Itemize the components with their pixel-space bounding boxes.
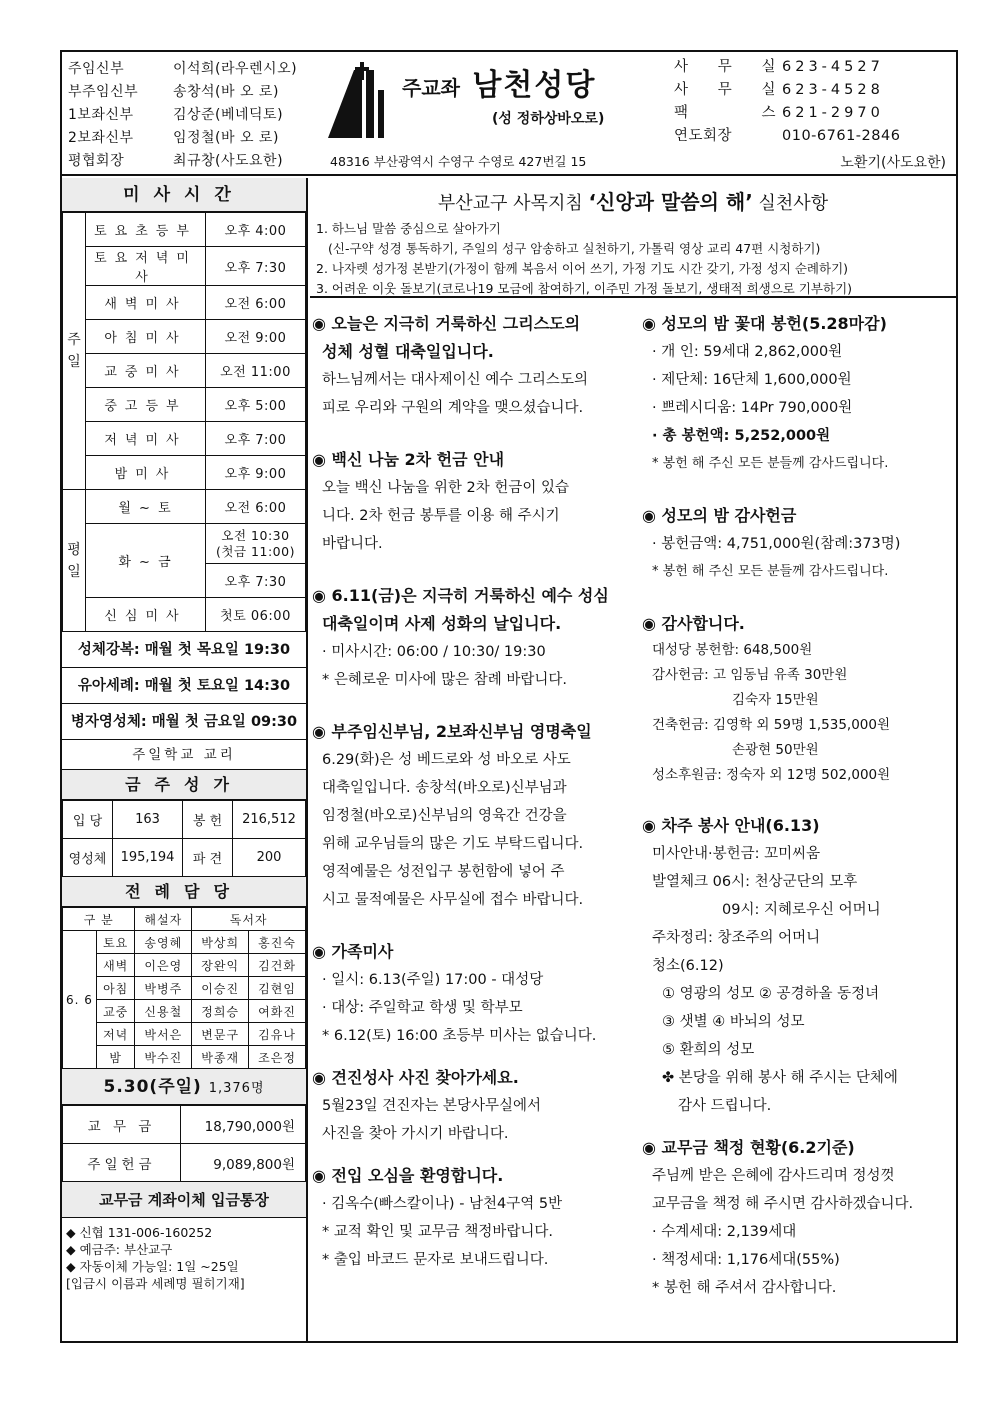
- contact-row: 팩 스 621-2970: [674, 105, 884, 121]
- contact-row: 사 무 실 623-4527: [674, 59, 884, 75]
- account-title: 교무금 계좌이체 입금통장: [62, 1182, 306, 1218]
- church-title: 주교좌 남천성당: [402, 68, 597, 103]
- clergy-row: 부주임신부 송창석(바 오 로): [68, 84, 279, 100]
- account-info: ◆ 신협 131-006-160252 ◆ 예금주: 부산교구 ◆ 자동이체 가능일: 1일 ~25일 [입금시 이름과 세례명 필히기재]: [66, 1225, 245, 1291]
- mass-times-table: [62, 212, 306, 632]
- announcement: ◉ 교무금 책정 현황(6.2기준) 주님께 받은 은혜에 감사드리며 정성껏 교무금을 책정 해 주시면 감사하겠습니다. · 수계세대: 2,139세대 · 책정세대: 1,176세대(55%) * 봉헌 해 주셔서 감사합니다.: [642, 1138, 914, 1296]
- mass-row: 신심미사 첫토 06:00: [63, 598, 306, 632]
- hymns-title: 금주성가: [62, 770, 306, 800]
- sunday-school: 주일학교 교리: [62, 740, 306, 770]
- announcement: ◉ 차주 봉사 안내(6.13) 미사안내·봉헌금: 꼬미씨움 발열체크 06시: 천상군단의 모후 09시: 지혜로우신 어머니 주차정리: 창조주의 어머니 청소(6.12) ① 영광의 성모 ② 공경하올 동정녀 ③ 샛별 ④ 바뇌의 성모 ⑤ 환희의 성모 ✤ 본당을 위해 봉사 해 주시는 단체에 감사 드립니다.: [642, 816, 898, 1114]
- liturgy-row: 저녁 박서은 변문구 김유나: [63, 1023, 306, 1046]
- announcement: ◉ 가족미사 · 일시: 6.13(주일) 17:00 - 대성당 · 대상: 주일학교 학생 및 학부모 * 6.12(토) 16:00 초등부 미사는 없습니다.: [312, 942, 597, 1044]
- mass-row: 아침미사 오전 9:00: [63, 320, 306, 354]
- clergy-row: 2보좌신부 임정철(바 오 로): [68, 130, 279, 146]
- church-address: 48316 부산광역시 수영구 수영로 427번길 15: [330, 154, 587, 169]
- clergy-list: [68, 58, 338, 173]
- liturgy-row: 새벽 이은영 장완익 김건화: [63, 954, 306, 977]
- banner-title: 부산교구 사목지침 ‘신앙과 말씀의 해’ 실천사항: [437, 190, 829, 214]
- mass-row: 오후 7:30: [63, 564, 306, 598]
- church-subtitle: (성 정하상바오로): [492, 111, 605, 127]
- attendance-bar: 5.30(주일) 1,376명: [62, 1069, 306, 1105]
- mass-row: 주일 토요초등부 오후 4:00: [63, 213, 306, 247]
- church-logo-icon: [324, 60, 394, 140]
- announcement: ◉ 감사합니다. 대성당 봉헌함: 648,500원 감사헌금: 고 임동님 유족 30만원 김숙자 15만원 건축헌금: 김영학 외 59명 1,535,000원 손광현 50만원 성소후원금: 정숙자 외 12명 502,000원: [642, 614, 891, 783]
- announcement: ◉ 성모의 밤 감사헌금 · 봉헌금액: 4,751,000원(참례:373명) * 봉헌 해 주신 모든 분들께 감사드립니다.: [642, 506, 901, 579]
- mass-row: 토요저녁미사 오후 7:30: [63, 247, 306, 286]
- announcement: ◉ 백신 나눔 2차 헌금 안내 오늘 백신 나눔을 위한 2차 헌금이 있습 니다. 2차 헌금 봉투를 이용 해 주시기 바랍니다.: [312, 450, 569, 552]
- clergy-row: 주임신부 이석희(라우렌시오): [68, 61, 298, 77]
- announcement: ◉ 6.11(금)은 지극히 거룩하신 예수 성심 대축일이며 사제 성화의 날입니다. · 미사시간: 06:00 / 10:30/ 19:30 * 은혜로운 미사에 많은 참례 바랍니다.: [312, 586, 609, 688]
- clergy-row: 1보좌신부 김상준(베네딕토): [68, 107, 284, 123]
- liturgy-row: 아침 박병주 이승진 김현임: [63, 977, 306, 1000]
- collection-row: 교 무 금 18,790,000원: [63, 1106, 306, 1144]
- mass-row: 화 ~ 금 오전 10:30 (첫금 11:00): [63, 524, 306, 564]
- contact-row: 사 무 실 623-4528: [674, 82, 884, 98]
- header: [62, 52, 956, 176]
- liturgy-row: 교중 신용철 정희승 여화진: [63, 1000, 306, 1023]
- announcement: ◉ 부주임신부님, 2보좌신부님 영명축일 6.29(화)은 성 베드로와 성 바오로 사도 대축일입니다. 송창석(바오로)신부님과 임정철(바오로)신부님의 영육간 건강을 위해 교우님들의 많은 기도 부탁드립니다. 영적예물은 성전입구 봉헌함에 넣어 주 시고 물적예물은 사무실에 접수 바랍니다.: [312, 722, 592, 908]
- announcements-column-1: [312, 310, 634, 1288]
- liturgy-row: 6. 6 토요 송영혜 박상희 홍진숙: [63, 931, 306, 954]
- announcement: ◉ 오늘은 지극히 거룩하신 그리스도의 성체 성혈 대축일입니다. 하느님께서는 대사제이신 예수 그리스도의 피로 우리와 구원의 계약을 맺으셨습니다.: [312, 314, 588, 416]
- mass-row: 밤미사 오후 9:00: [63, 456, 306, 490]
- contact-row: 연도회장 010-6761-2846: [674, 128, 901, 144]
- announcement: ◉ 견진성사 사진 찾아가세요. 5월23일 견진자는 본당사무실에서 사진을 찾아 가시기 바랍니다.: [312, 1068, 541, 1142]
- hymn-row: 입 당 163 봉 헌 216,512: [63, 801, 306, 839]
- mass-row: 평일 월 ~ 토 오전 6:00: [63, 490, 306, 524]
- mass-times-title: 미사시간: [62, 178, 306, 212]
- liturgy-title: 전례담당: [62, 877, 306, 907]
- pastoral-banner: 부산교구 사목지침 ‘신앙과 말씀의 해’ 실천사항 1. 하느님 말씀 중심으로 살아가기 (신-구약 성경 통독하기, 주일의 성구 암송하고 실천하기, 가톨릭 영상 교리 47편 시청하기) 2. 나자렛 성가정 본받기(가정이 함께 복음서 이어 쓰기, 가정 기도 시간 갖기, 가정 성지 순례하기) 3. 어려운 이웃 돌보기(코로나19 모금에 참여하기, 이주민 가정 돌보기, 생태적 희생으로 기부하기): [310, 178, 956, 298]
- monthly-schedule: 성체강복: 매월 첫 목요일 19:30: [62, 632, 306, 668]
- liturgy-table: [62, 907, 306, 1069]
- mass-row: 교중미사 오전 11:00: [63, 354, 306, 388]
- sunday-label: 주일: [63, 213, 86, 490]
- monthly-schedule: 유아세례: 매월 첫 토요일 14:30: [62, 668, 306, 704]
- contact-list: [674, 56, 954, 171]
- hymn-row: 영성체 195,194 파 견 200: [63, 839, 306, 877]
- bulletin-page: [60, 50, 958, 1343]
- announcement: ◉ 성모의 밤 꽃대 봉헌(5.28마감) · 개 인: 59세대 2,862,000원 · 제단체: 16단체 1,600,000원 · 쁘레시디움: 14Pr 790,000원 · 총 봉헌액: 5,252,000원 * 봉헌 해 주신 모든 분들께 감사드립니다.: [642, 314, 889, 471]
- mass-row: 새벽미사 오전 6:00: [63, 286, 306, 320]
- weekday-label: 평일: [63, 490, 86, 632]
- clergy-row: 평협회장 최규창(사도요한): [68, 153, 284, 169]
- collection-row: 주일헌금 9,089,800원: [63, 1144, 306, 1182]
- mass-row: 저녁미사 오후 7:00: [63, 422, 306, 456]
- hymns-table: [62, 800, 306, 877]
- mass-row: 중고등부 오후 5:00: [63, 388, 306, 422]
- liturgy-row: 밤 박수진 박종재 조은정: [63, 1046, 306, 1069]
- announcement: ◉ 전입 오심을 환영합니다. · 김옥수(빠스칼이나) - 남천4구역 5반 * 교적 확인 및 교무금 책정바랍니다. * 출입 바코드 문자로 보내드립니다.: [312, 1166, 563, 1268]
- collection-table: [62, 1105, 306, 1182]
- liturgy-header: 구 분 해설자 독서자: [63, 908, 306, 931]
- left-column: [62, 178, 308, 1341]
- monthly-schedule: 병자영성체: 매월 첫 금요일 09:30: [62, 704, 306, 740]
- announcements-column-2: [642, 310, 954, 1316]
- yeondo-name: 노환기(사도요한): [840, 155, 946, 171]
